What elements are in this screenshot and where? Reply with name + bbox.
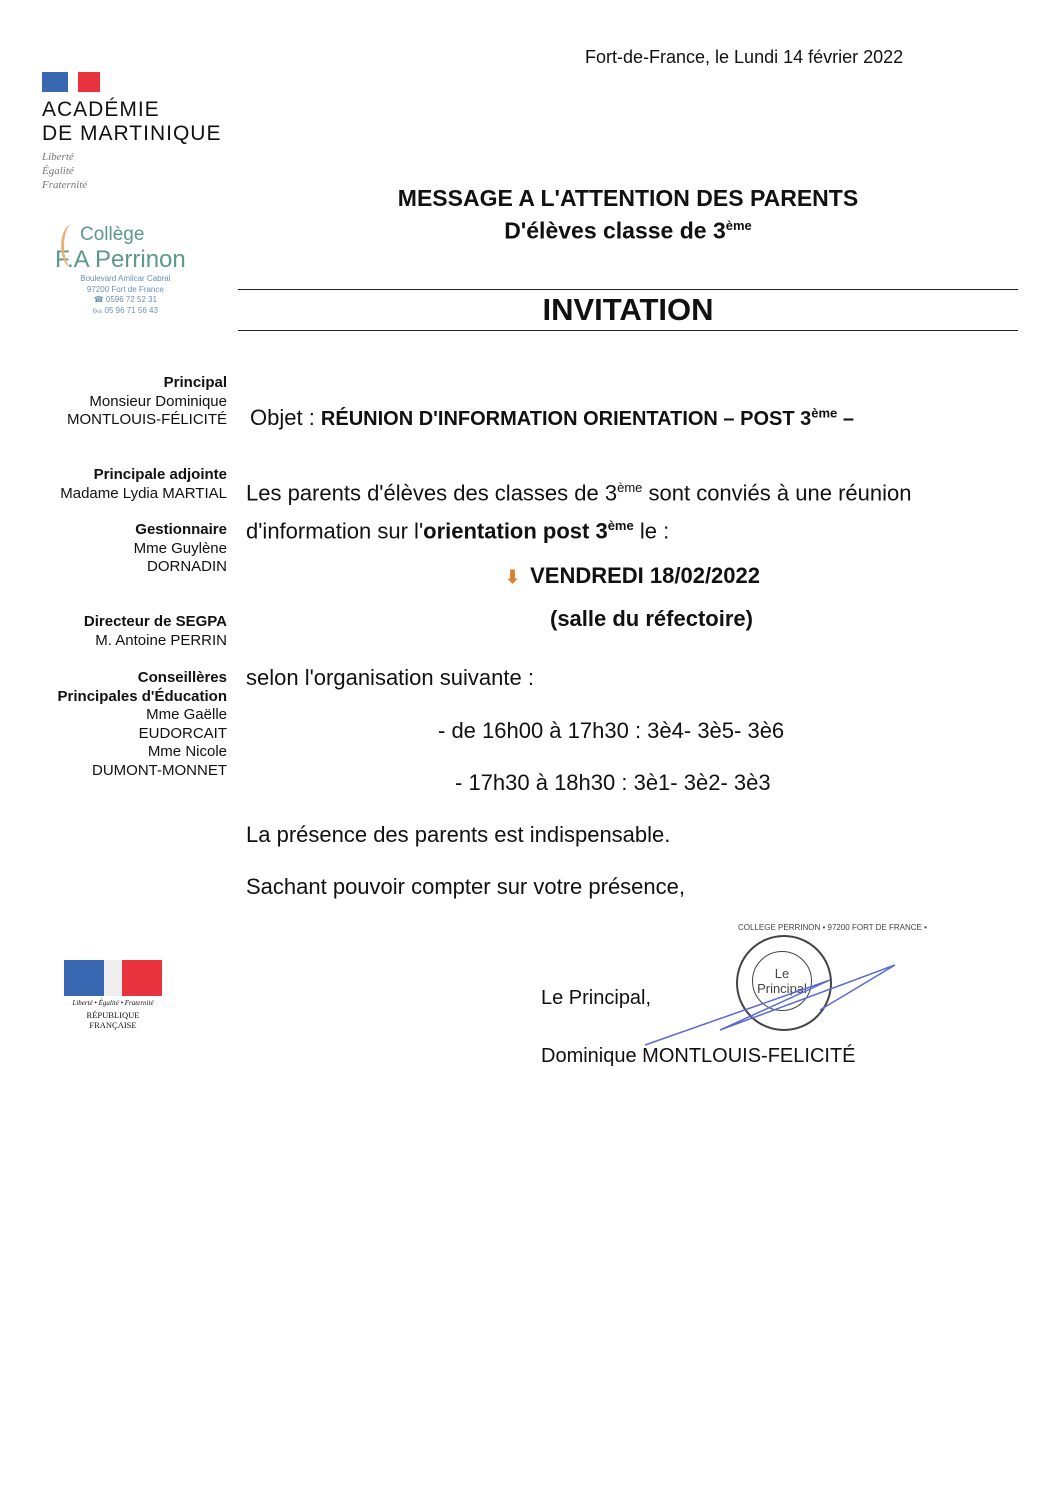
intro-paragraph: Les parents d'élèves des classes de 3ème sont conviés à une réunion d'information sur l'orientation post 3ème le : [246, 480, 912, 544]
handwritten-signature [640, 960, 910, 1050]
staff-principal: Principal Monsieur Dominique MONTLOUIS-FÉLICITÉ [66, 374, 227, 428]
event-place: (salle du réfectoire) [550, 606, 753, 631]
marianne-flag-icon [42, 72, 221, 92]
divider [238, 289, 1018, 290]
object-line: Objet : RÉUNION D'INFORMATION ORIENTATION – POST 3ème – [250, 405, 854, 430]
organisation-intro: selon l'organisation suivante : [246, 665, 534, 690]
academie-motto: Liberté Égalité Fraternité [42, 151, 88, 191]
date-line: Fort-de-France, le Lundi 14 février 2022 [585, 47, 904, 67]
signature-title: Le Principal, [541, 987, 652, 1009]
message-heading: MESSAGE A L'ATTENTION DES PARENTS D'élèves classe de 3ème [397, 185, 859, 244]
staff-principale-adjointe: Principale adjointe Madame Lydia MARTIAL [60, 466, 227, 502]
invitation-title: INVITATION [542, 292, 714, 327]
college-emblem-icon [61, 224, 84, 268]
marianne-flag-icon [64, 960, 162, 996]
staff-segpa: Directeur de SEGPA M. Antoine PERRIN [83, 613, 227, 649]
schedule-slot-1: - de 16h00 à 17h30 : 3è4- 3è5- 3è6 [438, 718, 785, 743]
signatory-name: Dominique MONTLOUIS-FELICITÉ [541, 1045, 856, 1067]
schedule-slot-2: - 17h30 à 18h30 : 3è1- 3è2- 3è3 [455, 770, 771, 795]
arrow-down-bullet-icon: ⬇ [505, 567, 521, 587]
staff-cpe: Conseillères Principales d'Éducation Mme Gaëlle EUDORCAIT Mme Nicole DUMONT-MONNET [57, 669, 227, 779]
college-logo: Collège F.A Perrinon Boulevard Amilcar Cabral 97200 Fort de France ☎ 0596 72 52 31 ℻ 05 96 71 56 43 [55, 224, 186, 315]
republique-logo: Liberté • Égalité • Fraternité RÉPUBLIQUE FRANÇAISE [64, 960, 162, 1030]
school-stamp: Le Principal COLLEGE PERRINON • 97200 FORT DE FRANCE • [736, 935, 832, 1031]
staff-gestionnaire: Gestionnaire Mme Guylène DORNADIN [133, 521, 227, 575]
closing-line-2: Sachant pouvoir compter sur votre présence, [246, 874, 686, 899]
academie-name: ACADÉMIE DE MARTINIQUE [42, 98, 222, 145]
academie-logo [42, 72, 221, 192]
closing-line-1: La présence des parents est indispensable. [246, 822, 671, 847]
divider [238, 330, 1018, 331]
event-date: ⬇ VENDREDI 18/02/2022 [505, 563, 760, 588]
